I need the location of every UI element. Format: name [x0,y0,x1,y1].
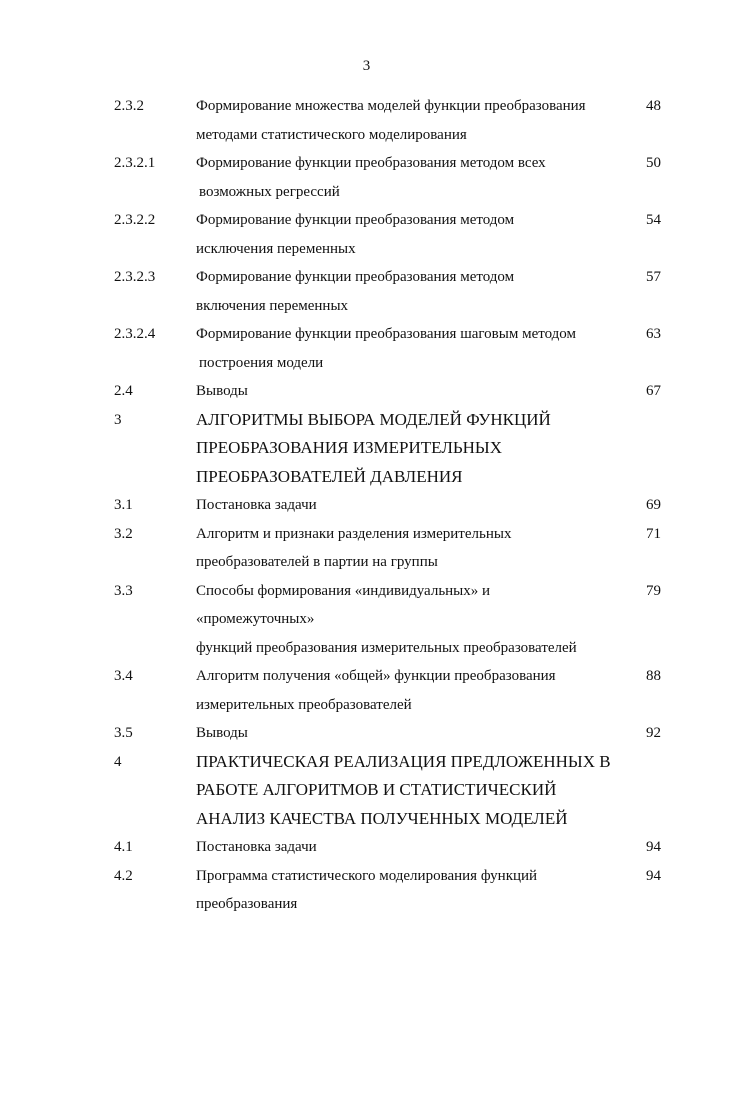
toc-entry-number: 3.1 [114,497,133,513]
page-number: 3 [362,58,371,74]
table-of-contents [0,92,733,919]
toc-entry-title-line: исключения переменных [196,240,356,257]
toc-entry-number: 3.2 [114,525,133,542]
toc-entry-title [196,377,632,406]
toc-entry-4-2 [0,862,733,919]
toc-entry-title-line: Формирование функции преобразования методом [196,269,515,285]
toc-entry-title-line: АНАЛИЗ КАЧЕСТВА ПОЛУЧЕННЫХ МОДЕЛЕЙ [196,808,568,828]
toc-entry-2-3-2 [0,92,733,149]
toc-chapter-4 [0,748,733,834]
toc-entry-title-line: ПРАКТИЧЕСКАЯ РЕАЛИЗАЦИЯ ПРЕДЛОЖЕННЫХ В [196,751,611,771]
toc-entry-page: 54 [646,212,661,228]
toc-entry-title [196,577,632,663]
toc-entry-title-line: Формирование функции преобразования шаговым методом [196,326,577,342]
toc-entry-title [196,149,632,206]
toc-entry-number: 2.3.2.2 [114,212,156,228]
toc-entry-title-line: Формирование функции преобразования методом всех [196,155,546,171]
toc-entry-page: 94 [646,839,661,855]
toc-entry-page: 71 [646,525,661,542]
toc-entry-title-line: Формирование функции преобразования методом [196,212,515,228]
toc-entry-title-line: ПРЕОБРАЗОВАТЕЛЕЙ ДАВЛЕНИЯ [196,466,463,486]
toc-entry-page: 79 [646,582,661,599]
toc-entry-number: 3.4 [114,668,133,684]
toc-entry-page: 92 [646,725,661,741]
toc-chapter-title [196,406,632,492]
toc-entry-2-3-2-2 [0,206,733,263]
toc-entry-title [196,263,632,320]
toc-entry-title-line: Постановка задачи [196,839,317,855]
toc-entry-page: 48 [646,98,661,114]
toc-entry-title [196,520,632,577]
toc-entry-title-line: методами статистического моделирования [196,126,467,143]
toc-entry-number: 4 [114,753,122,770]
toc-entry-number: 3.5 [114,725,133,741]
toc-entry-page: 67 [646,383,661,399]
toc-entry-page: 63 [646,326,661,342]
toc-entry-title-line: Алгоритм и признаки разделения измерительных [196,525,512,542]
toc-entry-title-line: функций преобразования измерительных преобразователей [196,639,577,656]
toc-entry-title-line: РАБОТЕ АЛГОРИТМОВ И СТАТИСТИЧЕСКИЙ [196,780,557,799]
toc-chapter-3 [0,406,733,492]
toc-entry-page: 94 [646,867,661,884]
toc-entry-number: 2.3.2.3 [114,269,156,285]
toc-entry-title-line: преобразователей в партии на группы [196,554,438,570]
toc-entry-title-line: ПРЕОБРАЗОВАНИЯ ИЗМЕРИТЕЛЬНЫХ [196,438,503,457]
toc-entry-title [196,719,632,748]
toc-entry-title [196,491,632,520]
toc-entry-title-line: возможных регрессий [199,183,340,200]
toc-entry-title-line: Выводы [196,383,248,399]
toc-entry-title [196,833,632,862]
toc-entry-title-line: преобразования [196,896,298,912]
toc-entry-number: 3 [114,411,122,428]
toc-entry-title [196,206,632,263]
toc-entry-3-5 [0,719,733,748]
toc-entry-title-line: Программа статистического моделирования функций [196,867,538,884]
toc-entry-title [196,92,632,149]
toc-entry-number: 4.1 [114,839,133,855]
toc-entry-number: 2.3.2 [114,98,144,114]
toc-entry-page: 88 [646,668,661,684]
toc-entry-page: 50 [646,155,661,171]
toc-entry-3-2 [0,520,733,577]
toc-chapter-title [196,748,632,834]
toc-entry-title-line: Выводы [196,725,248,741]
toc-entry-title-line: Способы формирования «индивидуальных» и [196,582,491,599]
toc-entry-title-line: включения переменных [196,297,349,314]
toc-entry-page: 69 [646,497,661,513]
toc-entry-3-3 [0,577,733,663]
toc-entry-2-3-2-1 [0,149,733,206]
toc-entry-title [196,320,632,377]
toc-entry-title-line: измерительных преобразователей [196,696,412,713]
toc-entry-page: 57 [646,269,661,285]
toc-entry-number: 2.4 [114,383,133,399]
toc-entry-number: 2.3.2.1 [114,155,156,171]
toc-entry-title-line: построения модели [199,354,324,371]
toc-entry-4-1 [0,833,733,862]
toc-entry-title-line: «промежуточных» [196,611,315,627]
toc-entry-title-line: Формирование множества моделей функции преобразования [196,98,586,114]
toc-entry-number: 3.3 [114,582,133,599]
toc-entry-number: 4.2 [114,867,133,884]
toc-entry-3-4 [0,662,733,719]
toc-entry-2-3-2-4 [0,320,733,377]
toc-entry-2-3-2-3 [0,263,733,320]
toc-entry-title [196,662,632,719]
toc-entry-title-line: АЛГОРИТМЫ ВЫБОРА МОДЕЛЕЙ ФУНКЦИЙ [196,409,551,429]
toc-entry-2-4 [0,377,733,406]
toc-entry-title-line: Постановка задачи [196,497,317,513]
toc-entry-title-line: Алгоритм получения «общей» функции преобразования [196,668,556,684]
toc-entry-number: 2.3.2.4 [114,326,156,342]
toc-entry-3-1 [0,491,733,520]
toc-entry-title [196,862,632,919]
